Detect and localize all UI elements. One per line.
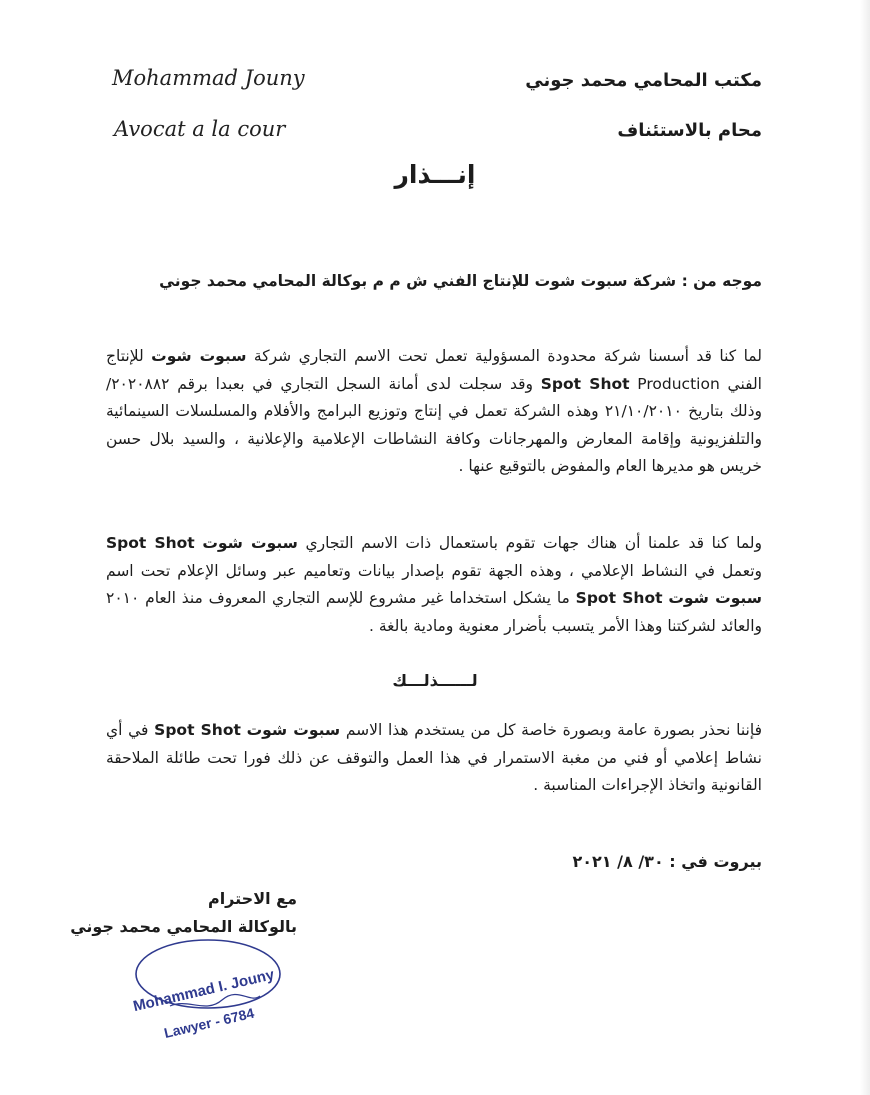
brand-production: Production: [629, 374, 720, 393]
stamp-name: Mohammad I. Jouny: [131, 966, 276, 1016]
brand-name-english: [541, 375, 720, 393]
paragraph-3: [106, 717, 762, 800]
brand-spot-shot: Spot Shot: [540, 374, 630, 393]
paragraph-2-text-a: ولما كنا قد علمنا أن هناك جهات تقوم باستعمال ذات الاسم التجاري: [297, 534, 762, 552]
paragraph-1-text-a: لما كنا قد أسسنا شركة محدودة المسؤولية تعمل تحت الاسم التجاري شركة: [246, 347, 762, 365]
paragraph-3-text-b: في أي نشاط إعلامي أو فني من مغبة الاستمرار في هذا العمل والتوقف عن ذلك فورا تحت طائلة الملاحقة القانونية واتخاذ الإجراءات المناسبة .: [106, 721, 762, 794]
brand-name-arabic-2: سبوت شوت: [668, 589, 762, 607]
stamp-seal: [118, 928, 298, 1038]
therefore-heading: لــــــذلـــك: [392, 671, 478, 690]
brand-name-arabic: سبوت شوت: [246, 721, 341, 739]
paragraph-2-text-b: وتعمل في النشاط الإعلامي ، وهذه الجهة تقوم بإصدار بيانات وتعاميم عبر وسائل الإعلام تحت اسم: [106, 561, 762, 580]
brand-name-english: Spot Shot: [106, 534, 195, 552]
paragraph-2: [106, 530, 762, 640]
brand-name-arabic: سبوت شوت: [202, 534, 298, 552]
lawyer-name-latin: Mohammad Jouny: [112, 66, 305, 90]
paragraph-2-text-c: ما يشكل استخداما غير مشروع للإسم التجاري المعروف منذ العام ٢٠١٠ والعائد لشركتنا وهذا الأمر يتسبب بأضرار معنوية ومادية بالغة .: [106, 589, 762, 635]
addressed-from-line: موجه من : شركة سبوت شوت للإنتاج الفني ش م م بوكالة المحامي محمد جوني: [159, 272, 762, 290]
office-name-arabic: مكتب المحامي محمد جوني: [525, 70, 762, 91]
paragraph-1-text-b: للإنتاج الفني: [106, 347, 762, 393]
regards-line: مع الاحترام: [207, 889, 297, 908]
brand-name-english-2: Spot Shot: [575, 589, 663, 607]
lawyer-stamp: [118, 928, 298, 1038]
brand-name-arabic: سبوت شوت: [151, 347, 247, 365]
lawyer-title-latin: Avocat a la cour: [114, 117, 286, 141]
brand-name-english: Spot Shot: [154, 721, 241, 739]
stamp-title: Lawyer - 6784: [162, 1004, 256, 1038]
paragraph-3-text-a: فإننا نحذر بصورة عامة وبصورة خاصة كل من يستخدم هذا الاسم: [340, 721, 762, 739]
paragraph-1: [106, 343, 762, 481]
signature-line: بالوكالة المحامي محمد جوني: [70, 917, 297, 936]
document-heading: إنـــذار: [394, 160, 476, 189]
page-edge-shadow: [860, 0, 870, 1095]
paragraph-1-text-c: وقد سجلت لدى أمانة السجل التجاري في بعبدا برقم ٢٠٢٠٨٨٢/ وذلك بتاريخ ٢١/١٠/٢٠١٠ وهذه الشركة تعمل في إنتاج وتوزيع البرامج والأفلام والمسلسلات السينمائية والتلفزيونية وإقامة المعارض والمهرجانات وكافة النشاطات الإعلامية والإعلانية ، والسيد بلال حسن خريس هو مديرها العام والمفوض بالتوقيع عنها .: [106, 374, 762, 475]
lawyer-title-arabic: محام بالاستئناف: [617, 120, 762, 141]
date-line: بيروت في : ٣٠/ ٨/ ٢٠٢١: [572, 852, 762, 871]
